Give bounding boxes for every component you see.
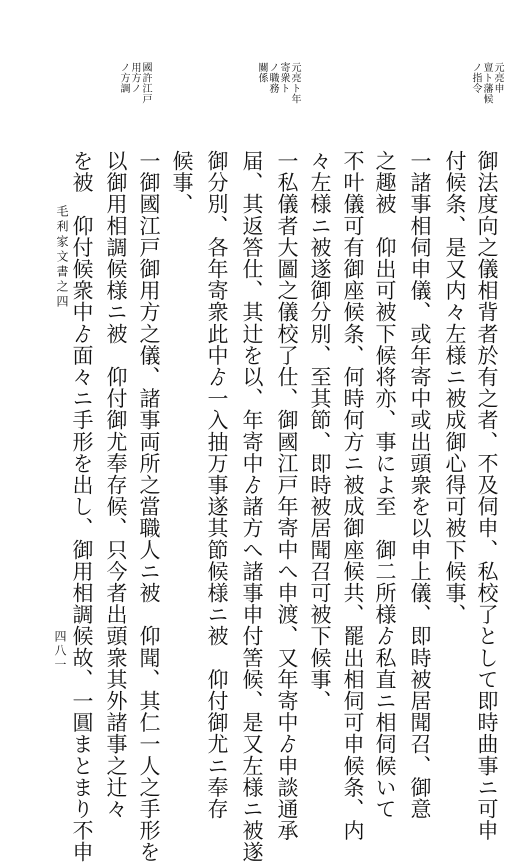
- text-column: 一諸事相伺申儀、或年寄中或出頭衆を以申上儀、即時被居聞召、御意: [408, 150, 432, 820]
- margin-note-line: 關係: [256, 62, 267, 83]
- text-column: を被 仰付候衆中ゟ面々ニ手形を出し、御用相調候故、一圓まとまり不申: [70, 150, 94, 863]
- text-column: 之趣被 仰出可被下候将亦、事によ至 御二所様ゟ私直ニ相伺候いて: [373, 150, 397, 820]
- text-column: 以御用相調候様ニ被 仰付御尤奉存候、只今者出頭衆其外諸事之辻々: [104, 150, 128, 820]
- margin-note-2: [256, 62, 300, 104]
- text-column: 届、其返答仕、其辻を以、年寄中ゟ諸方へ諸事申付筈候、是又左様ニ被遂: [240, 150, 264, 863]
- margin-note-line: ノ指令: [470, 62, 481, 94]
- margin-note-line: ノ方調: [118, 62, 129, 94]
- text-column: 御分別、各年寄衆此中ゟ一入抽万事遂其節候様ニ被 仰付御尤ニ奉存: [205, 150, 229, 820]
- margin-note-1: [470, 62, 503, 104]
- text-column: 不叶儀可有御座候条、何時何方ニ被成御座候共、罷出相伺可申候条、内: [341, 150, 365, 842]
- margin-note-line: 元亮申: [492, 62, 503, 94]
- margin-note-line: 國許江戸: [140, 62, 151, 104]
- page-number: 四八一: [53, 630, 67, 672]
- margin-note-line: 寄衆ト: [278, 62, 289, 94]
- text-column: 一私儀者大圖之儀校了仕、御國江戸年寄中へ申渡、又年寄中ゟ申談通承: [275, 150, 299, 842]
- text-column: 々左様ニ被遂御分別、至其節、即時被居聞召可被下候事、: [308, 150, 332, 712]
- text-column: 候事、: [170, 150, 194, 215]
- margin-note-line: 元亮ト年: [289, 62, 300, 104]
- running-head: 毛利家文書之四: [55, 205, 69, 310]
- margin-note-line: 用方ノ: [129, 62, 140, 94]
- text-column: 付候条、是又内々左様ニ被成御心得可被下候事、: [443, 150, 467, 626]
- margin-note-line: 亶ト藩候: [481, 62, 492, 104]
- text-column: 御法度向之儀相背者於有之者、不及伺申、私校了として即時曲事ニ可申: [475, 150, 499, 842]
- margin-note-line: ノ職務: [267, 62, 278, 94]
- text-column: 一御國江戸御用方之儀、諸事両所之當職人ニ被 仰聞、其仁一人之手形を: [137, 150, 161, 863]
- margin-note-3: [118, 62, 151, 104]
